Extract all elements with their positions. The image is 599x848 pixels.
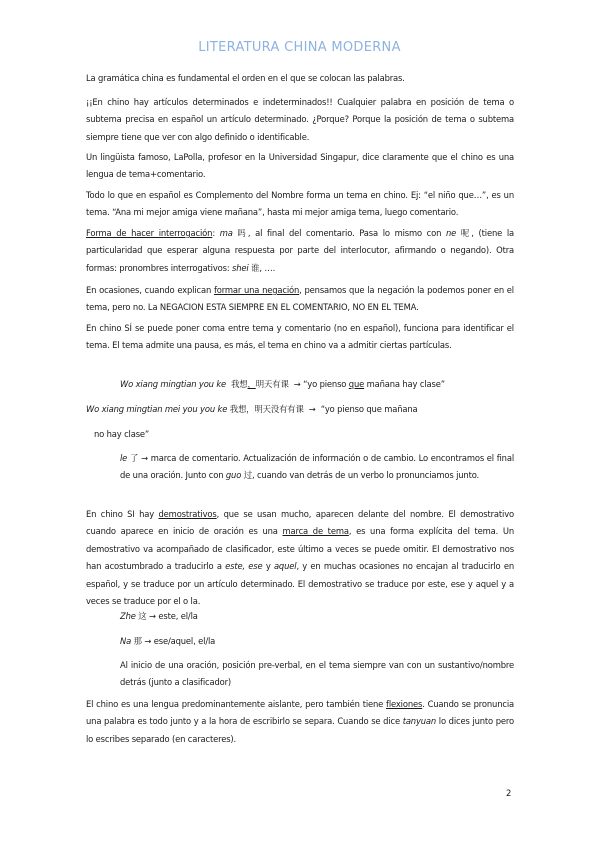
text-span: 吗, al final del comentario. Pasa lo mismo con	[232, 228, 446, 238]
na-translation: 那 → ese/aquel, el/la	[131, 636, 216, 646]
example-2-hanzi: 我想，明天没有有课	[229, 404, 304, 414]
pinyin-tanyuan: tanyuan	[402, 716, 437, 727]
italic-aquel: aquel	[273, 561, 297, 572]
paragraph-articles: ¡¡En chino hay artículos determinados e indeterminados!! Cualquier palabra en posición de tema o subtema precisa en español un artículo determinado. ¿Porque? Porque la posición de tema o subtema siempre tiene que ver con algo definido o identificable.	[86, 97, 514, 142]
text-span: 呢, (tiene la particularidad que esperar alguna respuesta por parte del interlocutor, afirmando o negando). Otra formas: pronombres interrogativos:	[86, 228, 515, 273]
paragraph-inicio-oracion: Al inicio de una oración, posición pre-verbal, en el tema siempre van con un sustantivo/nombre detrás (junto a clasificador)	[120, 660, 514, 688]
example-2-pinyin: Wo xiang mingtian mei you you ke	[86, 404, 228, 414]
pinyin-na: Na	[120, 636, 132, 646]
paragraph-complemento: Todo lo que en español es Complemento del Nombre forma un tema en chino. Ej: “el niño que…”, es un tema. “Ana mi mejor amiga viene mañana”, hasta mi mejor amiga tema, luego comentario.	[86, 190, 514, 218]
italic-este-ese: este, ese	[225, 561, 263, 572]
paragraph-coma: En chino SÍ se puede poner coma entre tema y comentario (no en español), funciona para identificar el tema. El tema admite una pausa, es más, el tema en chino va a admitir ciertas partículas.	[86, 323, 514, 351]
negacion-link-text: formar una negación	[213, 285, 300, 295]
text-span: :	[212, 228, 220, 238]
example-2-continuation: no hay clase”	[94, 429, 150, 439]
pinyin-ma: ma	[219, 228, 233, 238]
text-span: 谁, ….	[248, 262, 276, 273]
text-span: El chino es una lengua predominantemente aislante, pero también tiene	[86, 699, 387, 709]
paragraph-flexiones	[86, 696, 514, 748]
paragraph-grammar-order: La gramática china es fundamental el orden en el que se colocan las palabras.	[86, 73, 405, 83]
zhe-example	[120, 608, 198, 625]
zhe-translation: 这 → este, el/la	[135, 611, 198, 621]
paragraph-interrogacion	[86, 225, 514, 277]
interrogacion-heading: Forma de hacer interrogación	[86, 228, 213, 238]
text-span: 过, cuando van detrás de un verbo lo pronunciamos junto.	[241, 470, 480, 481]
text-span: lo dices junto pero lo escribes separado (en caracteres).	[86, 716, 514, 744]
text-span: , pensamos que la negación la podemos poner en el tema, pero no. La NEGACION ESTA SIEMPRE EN EL COMENTARIO, NO EN EL TEMA.	[86, 285, 514, 313]
text-span: En chino SI hay	[86, 509, 159, 519]
demostrativos-term: demostrativos	[158, 509, 217, 519]
pinyin-guo: guo	[225, 470, 242, 481]
text-span: . Cuando se pronuncia una palabra es todo junto y a la hora de escribirlo se separa. Cuando se dice	[86, 699, 514, 727]
example-1-translation: “yo pienso	[303, 379, 349, 389]
paragraph-negacion	[86, 282, 514, 317]
page-title: LITERATURA CHINA MODERNA	[198, 40, 401, 55]
marca-de-tema-term: marca de tema	[282, 526, 349, 537]
page-number: 2	[506, 788, 512, 798]
pinyin-shei: shei	[232, 262, 249, 273]
example-2	[86, 401, 417, 418]
arrow-icon: →	[293, 379, 301, 389]
na-example	[120, 633, 215, 650]
text-span: En ocasiones, cuando explican	[86, 285, 214, 295]
paragraph-le	[120, 450, 514, 485]
pinyin-le: le	[120, 453, 128, 463]
paragraph-demostrativos	[86, 506, 514, 610]
flexiones-term: flexiones	[386, 699, 423, 709]
text-span: , que se usan mucho, aparecen delante del nombre. El demostrativo cuando aparece en inicio de oración es una	[86, 509, 514, 537]
paragraph-lapolla: Un lingüista famoso, LaPolla, profesor en la Universidad Singapur, dice claramente que el chino es una lengua de tema+comentario.	[86, 152, 514, 180]
text-span: y	[262, 561, 274, 572]
example-1-hanzi-b: 明天有课	[255, 379, 289, 389]
example-1-comma: ，	[247, 379, 256, 389]
arrow-icon: →	[308, 404, 316, 414]
text-span: , y en muchas ocasiones no encajan al traducirlo en español, y se traduce por un artículo determinado. El demostrativo se traduce por este, ese y aquel y a veces se traduce por el o la.	[86, 561, 514, 607]
pinyin-ne: ne	[445, 228, 457, 238]
example-1-hanzi: 我想	[231, 379, 248, 389]
text-span: → marca de comentario. Actualización de información o de cambio. Lo encontramos el final de una oración. Junto con	[120, 453, 515, 481]
example-1	[120, 376, 445, 393]
example-1-pinyin: Wo xiang mingtian you ke	[120, 379, 227, 389]
example-1-translation-end: mañana hay clase”	[364, 379, 445, 389]
hanzi-le: 了	[129, 453, 139, 463]
pinyin-zhe: Zhe	[120, 611, 136, 621]
example-1-underlined: que	[348, 379, 365, 389]
example-2-translation: “yo pienso que mañana	[320, 404, 418, 414]
text-span: , es una forma explícita del tema. Un demostrativo va acompañado de clasificador, este último a veces se puede omitir. El demostrativo nos han acostumbrado a traducirlo a	[86, 526, 515, 572]
